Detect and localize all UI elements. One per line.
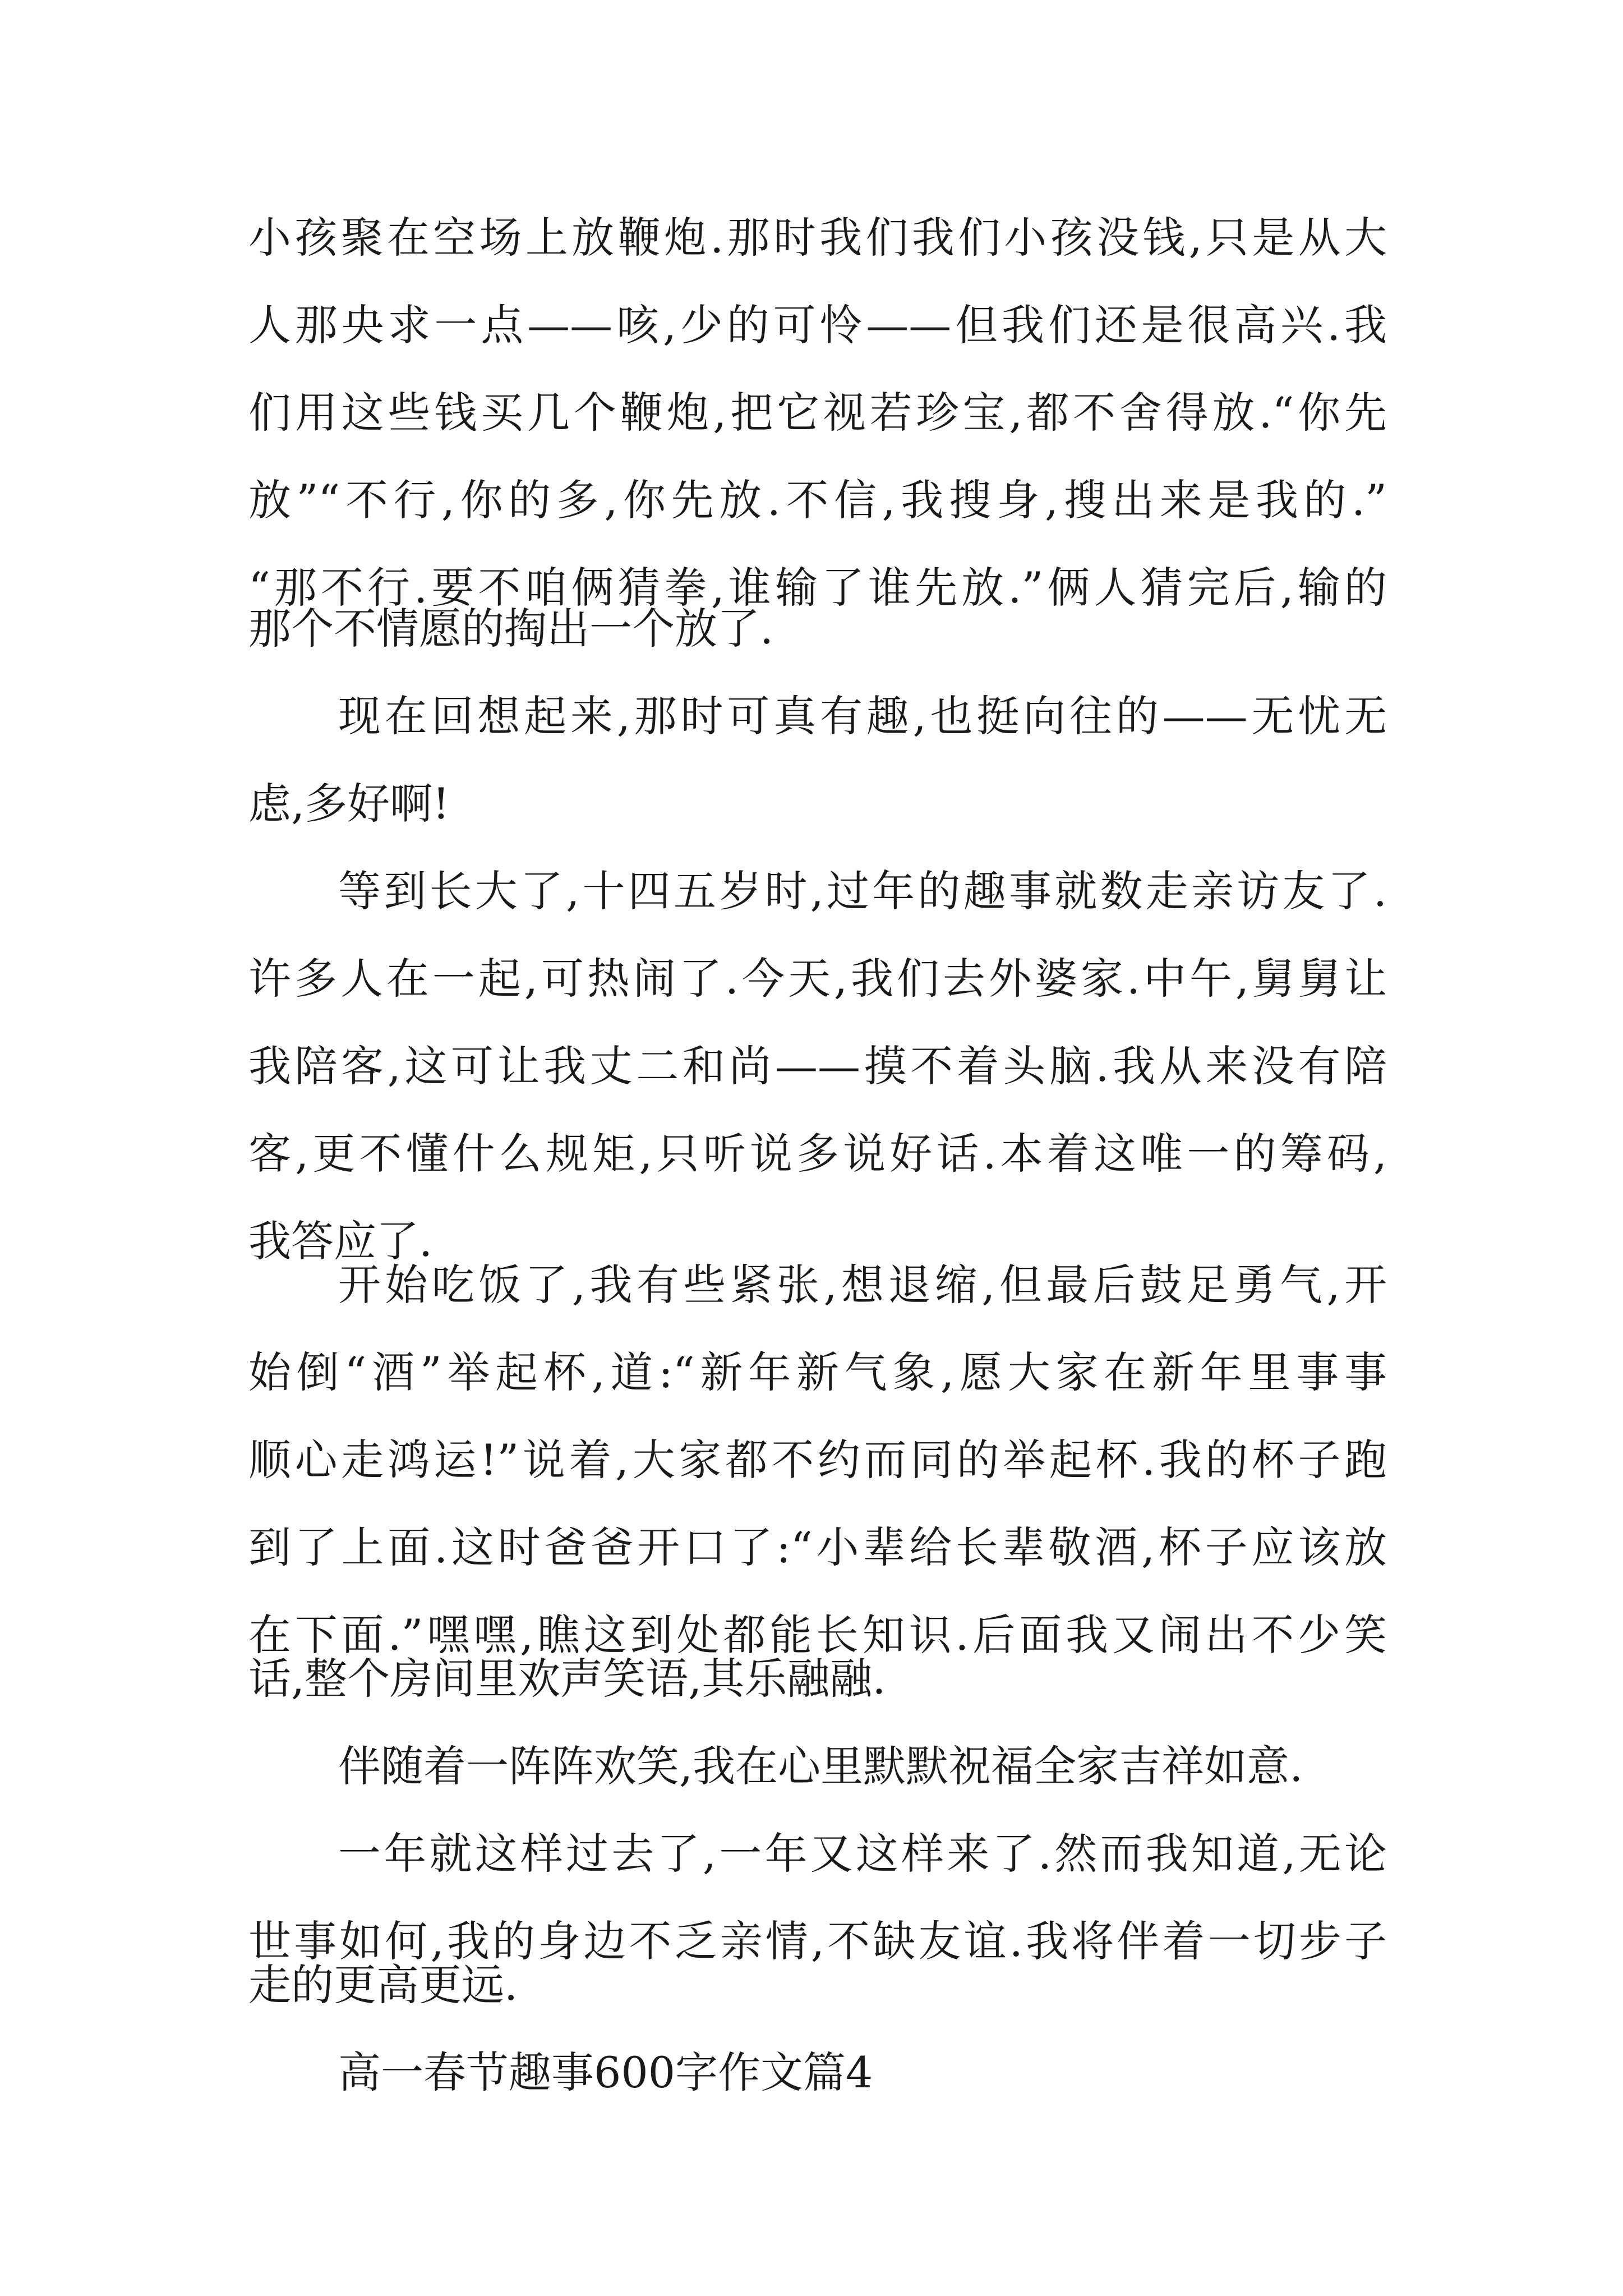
text-line: 许多人在一起,可热闹了.今天,我们去外婆家.中午,舅舅让 [248, 954, 1387, 1004]
text-line: 在下面.”嘿嘿,瞧这到处都能长知识.后面我又闹出不少笑 [248, 1610, 1387, 1660]
paragraph-first-line: 开始吃饭了,我有些紧张,想退缩,但最后鼓足勇气,开 [338, 1260, 1387, 1310]
text-line: 那个不情愿的掏出一个放了. [248, 604, 774, 654]
text-line: 我陪客,这可让我丈二和尚——摸不着头脑.我从来没有陪 [248, 1041, 1387, 1091]
text-line: 始倒“酒”举起杯,道:“新年新气象,愿大家在新年里事事 [248, 1347, 1387, 1397]
text-line: 顺心走鸿运!”说着,大家都不约而同的举起杯.我的杯子跑 [248, 1435, 1387, 1485]
text-line: 客,更不懂什么规矩,只听说多说好话.本着这唯一的筹码, [248, 1129, 1387, 1179]
paragraph-first-line: 一年就这样过去了,一年又这样来了.然而我知道,无论 [338, 1829, 1387, 1879]
text-line: 们用这些钱买几个鞭炮,把它视若珍宝,都不舍得放.“你先 [248, 388, 1387, 438]
text-line: 放”“不行,你的多,你先放.不信,我搜身,搜出来是我的.” [248, 475, 1387, 525]
text-line: “那不行.要不咱俩猜拳,谁输了谁先放.”俩人猜完后,输的 [248, 563, 1387, 613]
text-line: 虑,多好啊! [248, 779, 450, 829]
text-line: 我答应了. [248, 1216, 433, 1266]
text-line: 话,整个房间里欢声笑语,其乐融融. [248, 1654, 886, 1704]
section-heading: 高一春节趣事600字作文篇4 [338, 2047, 873, 2097]
text-line: 走的更高更远. [248, 1960, 518, 2010]
paragraph-first-line: 伴随着一阵阵欢笑,我在心里默默祝福全家吉祥如意. [338, 1741, 1303, 1791]
text-line: 小孩聚在空场上放鞭炮.那时我们我们小孩没钱,只是从大 [248, 213, 1387, 263]
paragraph-first-line: 现在回想起来,那时可真有趣,也挺向往的——无忧无 [338, 691, 1387, 741]
text-line: 人那央求一点——咳,少的可怜——但我们还是很高兴.我 [248, 300, 1387, 350]
paragraph-first-line: 等到长大了,十四五岁时,过年的趣事就数走亲访友了. [338, 866, 1387, 916]
text-line: 世事如何,我的身边不乏亲情,不缺友谊.我将伴着一切步子 [248, 1916, 1387, 1966]
text-line: 到了上面.这时爸爸开口了:“小辈给长辈敬酒,杯子应该放 [248, 1522, 1387, 1572]
